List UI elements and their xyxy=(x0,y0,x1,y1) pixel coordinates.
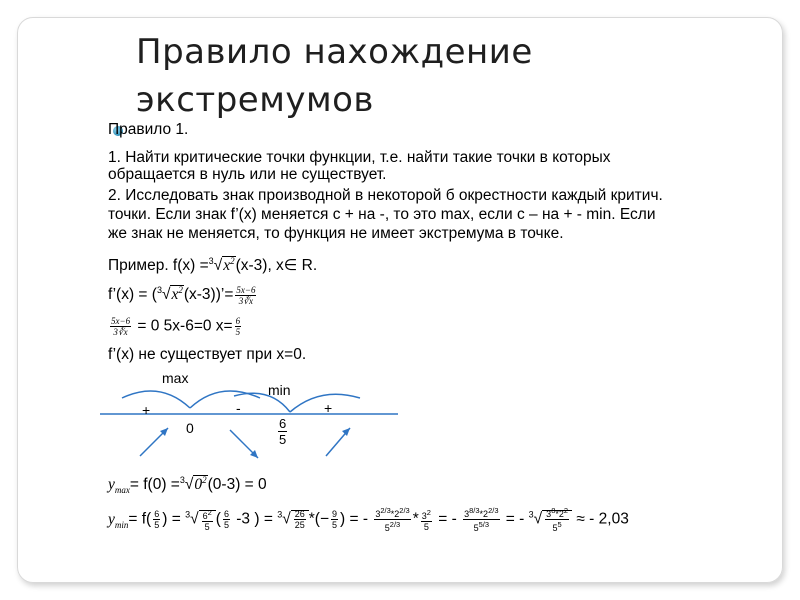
ymin-line: $y_{min}= f$( $\frac{6}{5}$ ) = $^3$√ $\frac{6^2}{5}$ ( $\frac{6}{5}$ -3 ) = $^3$√ $\frac{26}{25}$ *(− $\frac{9}{5}$ ) = - $\frac{3^{2/3}*2^{2/3}}{5^{2/3}}$ * $\frac{3^2}{5}$ = - $\frac{3^{8/3}*2^{2/3}}{5^{5/3}}$ = - $^3$√ $\frac{3^8*2^2}{5^5}$ ≈ - 2,03 xyxy=(108,506,629,533)
sign-diagram xyxy=(100,368,420,468)
ymin-label: $y_{min}$ xyxy=(108,510,129,530)
step2-line2: точки. Если знак f’(x) меняется с + на -, то это max, если с – на + - min. Если xyxy=(108,206,656,223)
title-line-1: Правило нахождение xyxy=(136,32,533,72)
equation-line xyxy=(108,316,798,337)
example-suffix: (x-3), x∈ R. xyxy=(235,257,318,275)
point-zero: 0 xyxy=(186,420,194,436)
ymax-text: = f(0) = xyxy=(129,476,180,494)
max-label: max xyxy=(162,370,189,386)
point-six-fifths: $\frac{6}{5}$ xyxy=(279,416,287,447)
example-line: Пример. $f(x) =^3√x^2(x-3)$, x∈ R. xyxy=(108,256,318,275)
step1-line1: 1. Найти критические точки функции, т.е. найти такие точки в которых xyxy=(108,149,611,166)
title-line-2: экстремумов xyxy=(136,80,374,120)
derivative-line: f’(x) = $(^3√x^2(x-3))’=$ $\frac{5x-6}{3∛x}$ xyxy=(108,284,256,306)
sign-right: + xyxy=(324,400,333,416)
arc-left xyxy=(122,391,190,408)
not-exists-line: f’(x) не существует при x=0. xyxy=(108,346,307,363)
example-radical: $x^2$ xyxy=(223,256,235,275)
min-label: min xyxy=(268,382,291,398)
equation-text: = 0 5x-6=0 x= xyxy=(137,317,233,335)
ymax-suffix: (0-3) = 0 xyxy=(207,476,267,494)
derivative-prefix: f’(x) = ( xyxy=(108,286,157,304)
equation-x-fraction: $\frac{6}{5}$ xyxy=(235,316,241,337)
rule-label: Правило 1. xyxy=(108,121,189,138)
equation-fraction: $\frac{5x-6}{3∛x}$ xyxy=(111,316,131,337)
derivative-mid: (x-3))’= xyxy=(183,286,234,304)
ymin-text: = f( xyxy=(128,510,152,528)
step2-line1: 2. Исследовать знак производной в некоторой б окрестности каждый критич. xyxy=(108,187,663,204)
root-index: 3 xyxy=(208,256,214,266)
step2-line3: же знак не меняется, то функция не имеет экстремума в точке. xyxy=(108,225,564,242)
sign-left: + xyxy=(142,402,151,418)
slide-title xyxy=(136,28,696,124)
sign-mid: - xyxy=(236,400,241,416)
derivative-fraction: $\frac{5x-6}{3∛x}$ xyxy=(236,284,256,306)
example-prefix: Пример. f(x) = xyxy=(108,257,209,275)
ymin-result: ≈ - 2,03 xyxy=(576,510,629,528)
step1-line2: обращается в нуль или не существует. xyxy=(108,166,387,183)
ymax-label: $y_{max}$ xyxy=(108,476,130,496)
ymax-line: $y_{max}= f(0) =^3√0^2(0-3) = 0$ xyxy=(108,475,267,496)
sign-diagram-svg xyxy=(100,368,420,468)
